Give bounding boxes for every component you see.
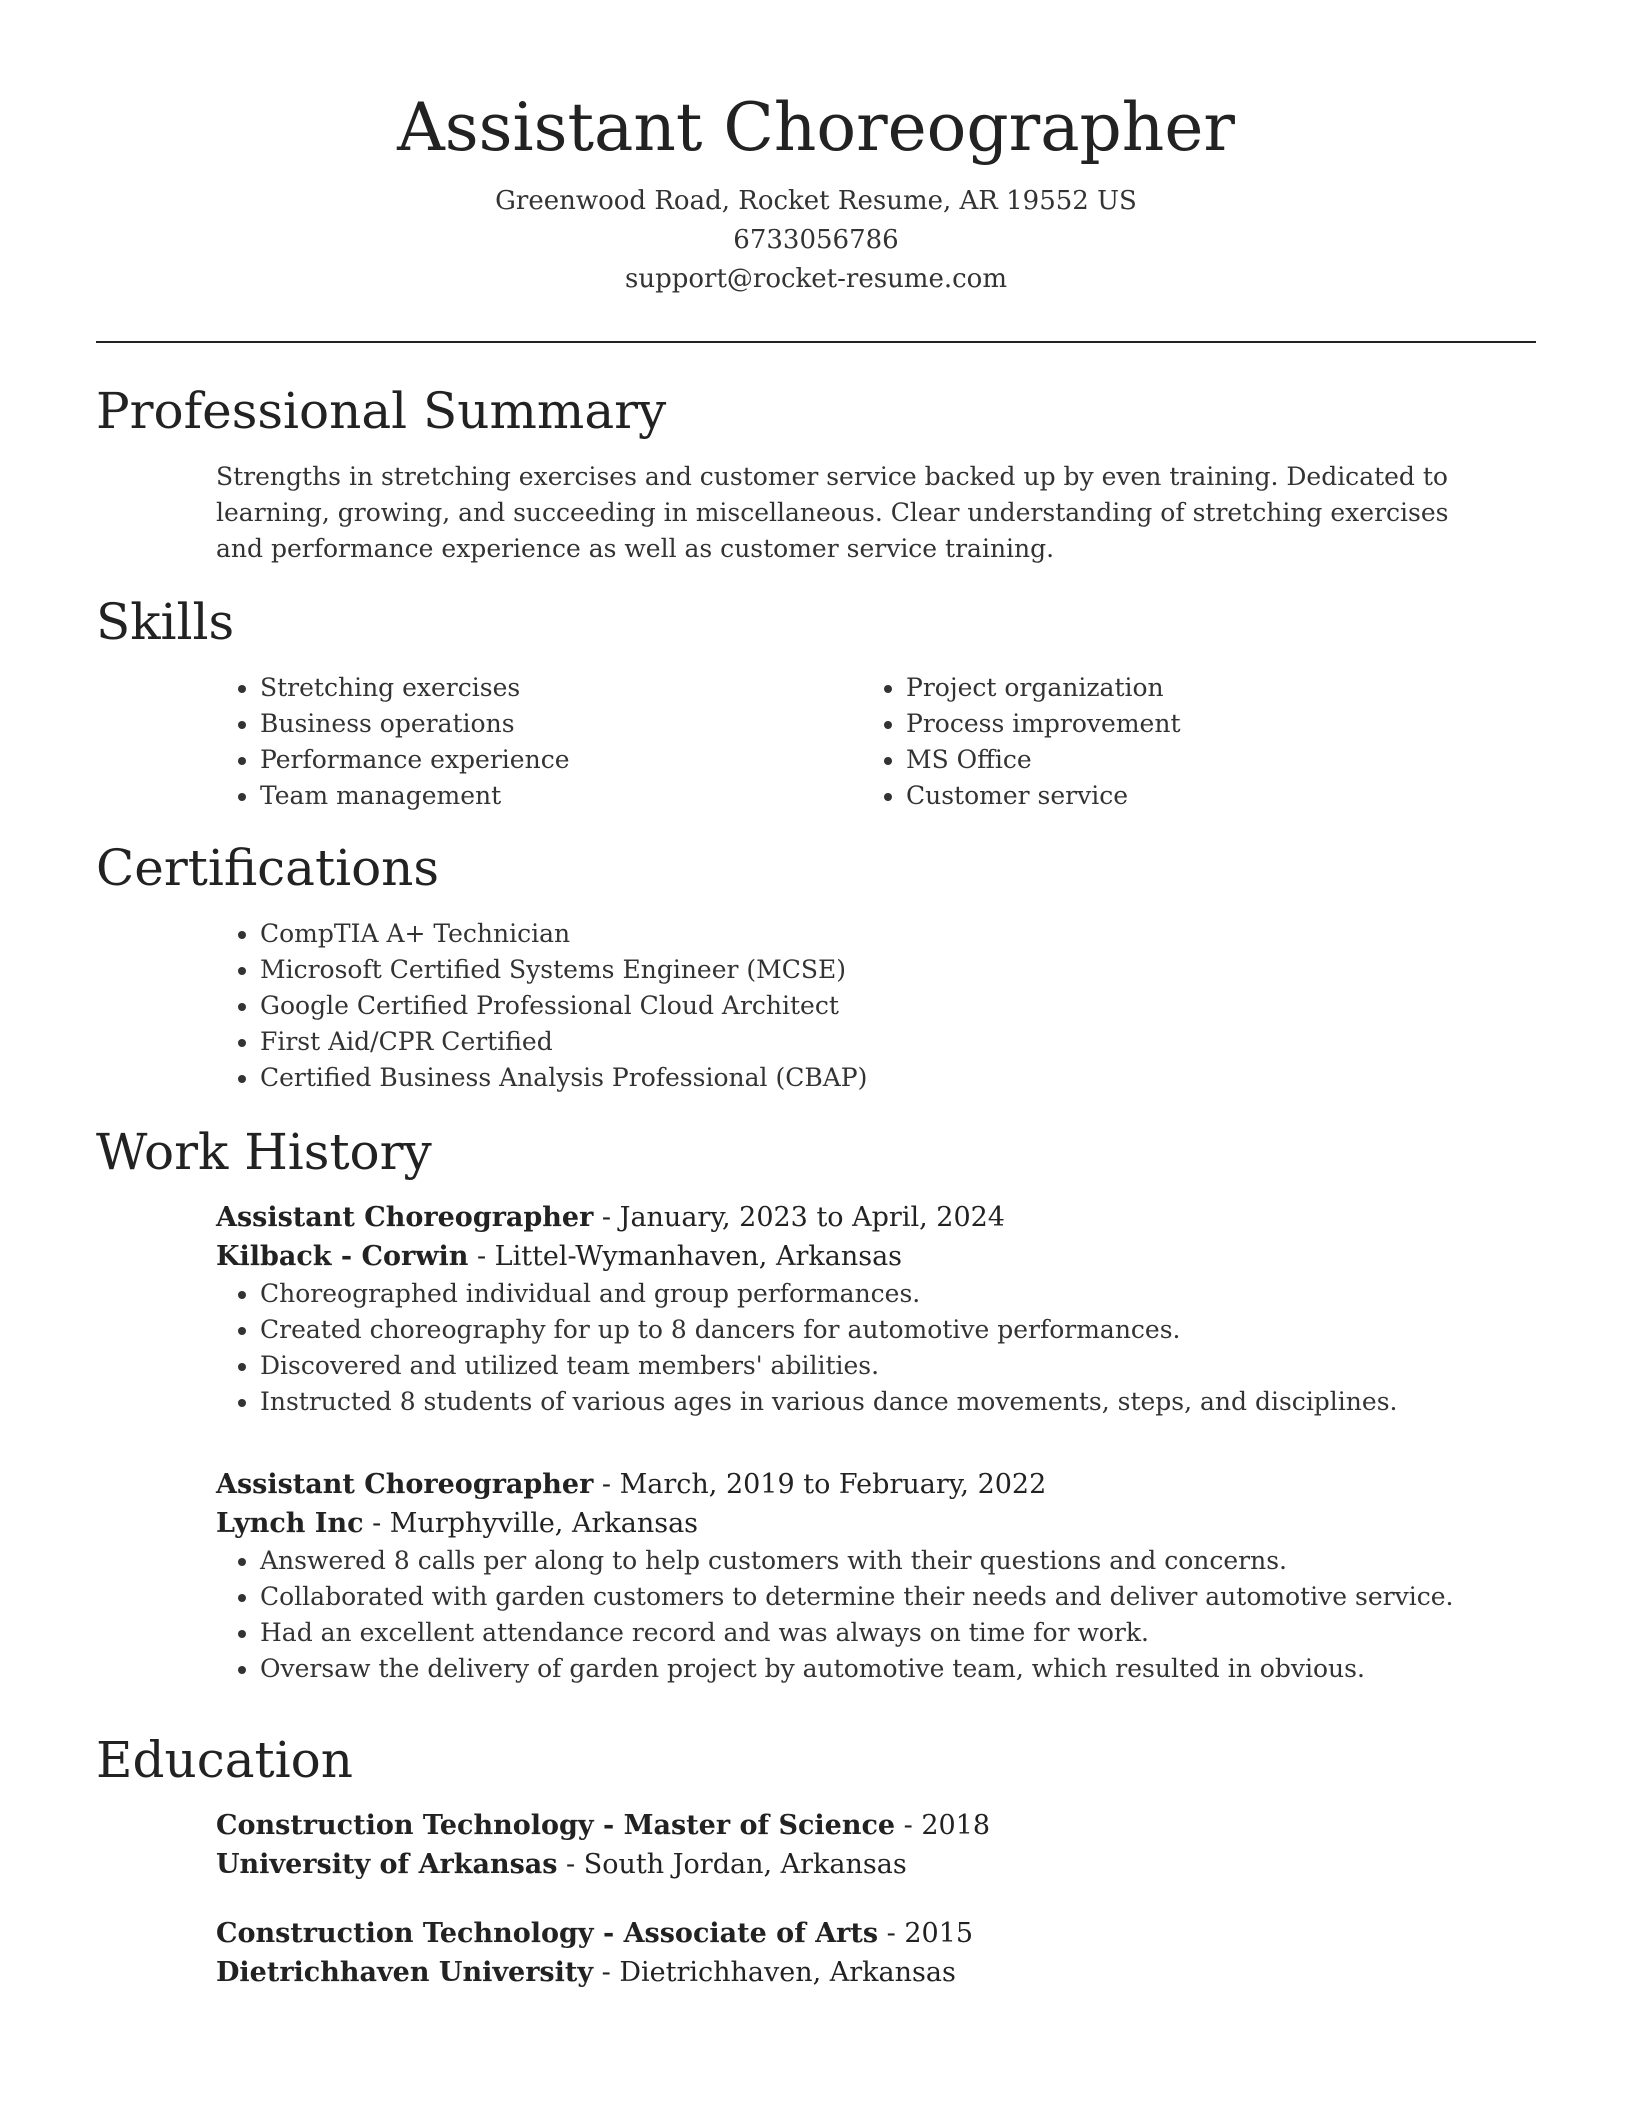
education-school-line [216, 1953, 1476, 1992]
job-entry [216, 1465, 1476, 1687]
skill-item: • MS Office [906, 742, 1502, 778]
job-role: Assistant Choreographer [216, 1202, 594, 1233]
resume-header [96, 84, 1536, 299]
education-field: Construction Technology [216, 1918, 594, 1949]
job-dates: - March, 2019 to February, 2022 [593, 1469, 1047, 1500]
job-company: Lynch Inc [216, 1508, 364, 1539]
education-year: - 2018 [895, 1810, 991, 1841]
certification-item: • Google Certified Professional Cloud Architect [260, 988, 1476, 1024]
education-degree: - Master of Science [593, 1810, 896, 1841]
job-location: - Littel-Wymanhaven, Arkansas [468, 1241, 903, 1272]
contact-email: support@rocket-resume.com [624, 264, 1007, 294]
job-duty: • Answered 8 calls per along to help customers with their questions and concerns. [260, 1543, 1476, 1579]
job-duty: • Collaborated with garden customers to determine their needs and deliver automotive service. [260, 1579, 1476, 1615]
skill-item: • Performance experience [260, 742, 856, 778]
job-company-line [216, 1504, 1476, 1543]
skills-column-left [216, 670, 856, 814]
education-school-line [216, 1845, 1476, 1884]
certification-item: • Microsoft Certified Systems Engineer (MCSE) [260, 952, 1476, 988]
skill-item: • Stretching exercises [260, 670, 856, 706]
certification-item: • CompTIA A+ Technician [260, 916, 1476, 952]
skill-item: • Customer service [906, 778, 1502, 814]
job-duty: • Discovered and utilized team members' abilities. [260, 1348, 1476, 1384]
skills-column-right [862, 670, 1502, 814]
education-entry [216, 1806, 1476, 1884]
certifications-heading: Certifications [96, 839, 440, 897]
job-company-line [216, 1237, 1476, 1276]
job-duty: • Created choreography for up to 8 dancers for automotive performances. [260, 1312, 1476, 1348]
job-title-line [216, 1198, 1476, 1237]
job-dates: - January, 2023 to April, 2024 [593, 1202, 1005, 1233]
education-degree-line [216, 1914, 1476, 1953]
job-duty: • Instructed 8 students of various ages in various dance movements, steps, and disciplines. [260, 1384, 1476, 1420]
work-history-heading: Work History [96, 1123, 432, 1181]
summary-text: Strengths in stretching exercises and customer service backed up by even training. Dedicated to learning, growing, and succeeding in miscellaneous. Clear understanding of stretching exercises and performance experience as well as customer service training. [216, 462, 1449, 563]
header-divider [96, 341, 1536, 343]
job-duty: • Had an excellent attendance record and was always on time for work. [260, 1615, 1476, 1651]
job-location: - Murphyville, Arkansas [363, 1508, 699, 1539]
certification-item: • First Aid/CPR Certified [260, 1024, 1476, 1060]
job-duty: • Choreographed individual and group performances. [260, 1276, 1476, 1312]
job-company: Kilback - Corwin [216, 1241, 469, 1272]
education-degree: - Associate of Arts [593, 1918, 879, 1949]
education-degree-line [216, 1806, 1476, 1845]
summary-section [216, 459, 1476, 567]
job-entry [216, 1198, 1476, 1420]
contact-info [96, 182, 1536, 299]
job-title-line [216, 1465, 1476, 1504]
job-duties [216, 1543, 1476, 1687]
certifications-list [216, 916, 1476, 1096]
education-entry [216, 1914, 1476, 1992]
education-field: Construction Technology [216, 1810, 594, 1841]
education-location: - Dietrichhaven, Arkansas [593, 1957, 956, 1988]
job-role: Assistant Choreographer [216, 1469, 594, 1500]
education-location: - South Jordan, Arkansas [557, 1849, 907, 1880]
education-school: Dietrichhaven University [216, 1957, 594, 1988]
job-duty: • Oversaw the delivery of garden project by automotive team, which resulted in obvious. [260, 1651, 1476, 1687]
skill-item: • Team management [260, 778, 856, 814]
education-year: - 2015 [878, 1918, 974, 1949]
skill-item: • Business operations [260, 706, 856, 742]
summary-heading: Professional Summary [96, 382, 667, 440]
skills-heading: Skills [96, 593, 235, 651]
skill-item: • Process improvement [906, 706, 1502, 742]
job-duties [216, 1276, 1476, 1420]
education-heading: Education [96, 1731, 353, 1789]
education-school: University of Arkansas [216, 1849, 558, 1880]
skill-item: • Project organization [906, 670, 1502, 706]
candidate-name: Assistant Choreographer [397, 89, 1235, 166]
contact-phone: 6733056786 [733, 225, 899, 255]
contact-address: Greenwood Road, Rocket Resume, AR 19552 US [495, 186, 1137, 216]
certification-item: • Certified Business Analysis Professional (CBAP) [260, 1060, 1476, 1096]
